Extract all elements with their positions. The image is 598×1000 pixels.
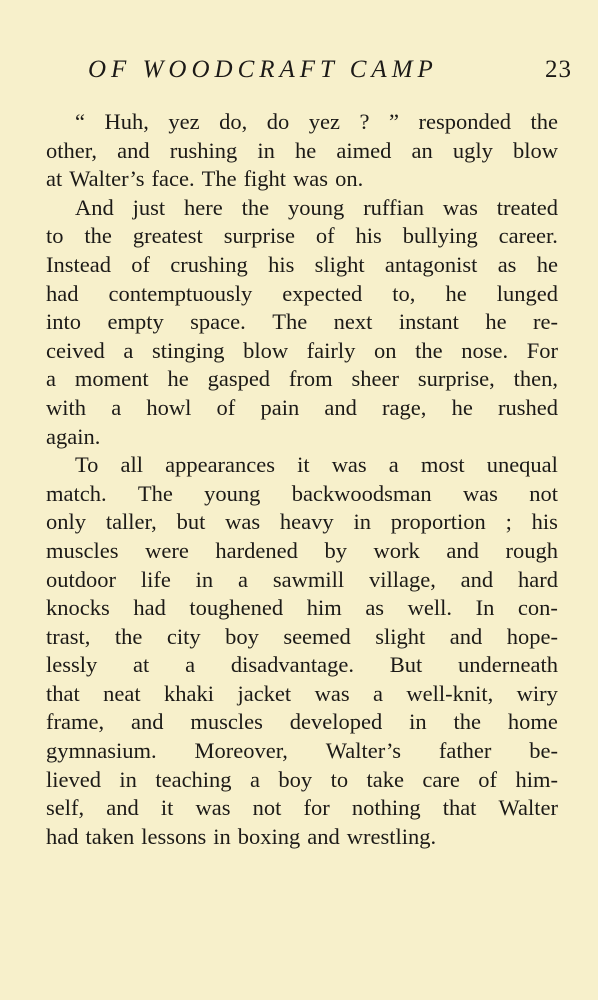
text-line: To all appearances it was a most unequal xyxy=(75,452,558,478)
body-text xyxy=(46,108,558,851)
text-line: had taken lessons in boxing and wrestling. xyxy=(46,823,437,849)
text-line: muscles were hardened by work and rough xyxy=(46,537,558,563)
running-title: OF WOODCRAFT CAMP xyxy=(88,56,438,83)
text-line: self, and it was not for nothing that Walter xyxy=(46,795,558,821)
text-line: into empty space. The next instant he re- xyxy=(46,309,558,335)
text-line: outdoor life in a sawmill village, and hard xyxy=(46,566,558,592)
text-line: other, and rushing in he aimed an ugly blow xyxy=(46,137,558,163)
text-line: had contemptuously expected to, he lunged xyxy=(46,280,558,306)
text-line: gymnasium. Moreover, Walter’s father be- xyxy=(46,738,558,764)
text-line: a moment he gasped from sheer surprise, then, xyxy=(46,366,558,392)
text-line: again. xyxy=(46,423,101,449)
text-line: at Walter’s face. The fight was on. xyxy=(46,166,364,192)
text-line: lieved in teaching a boy to take care of him- xyxy=(46,766,558,792)
text-line: that neat khaki jacket was a well-knit, wiry xyxy=(46,680,558,706)
text-line: knocks had toughened him as well. In con- xyxy=(46,595,558,621)
text-line: trast, the city boy seemed slight and hope- xyxy=(46,623,558,649)
text-line: frame, and muscles developed in the home xyxy=(46,709,558,735)
text-line: “ Huh, yez do, do yez ? ” responded the xyxy=(75,109,558,134)
text-line: match. The young backwoodsman was not xyxy=(46,480,558,506)
page-number: 23 xyxy=(545,56,572,83)
running-head xyxy=(88,56,572,96)
text-line: to the greatest surprise of his bullying career. xyxy=(46,223,558,249)
text-line: ceived a stinging blow fairly on the nose. For xyxy=(46,337,558,363)
text-line: lessly at a disadvantage. But underneath xyxy=(46,652,558,678)
text-line: And just here the young ruffian was treated xyxy=(75,194,558,220)
text-line: Instead of crushing his slight antagonist as he xyxy=(46,251,558,277)
text-line: with a howl of pain and rage, he rushed xyxy=(46,394,558,420)
text-line: only taller, but was heavy in proportion ; his xyxy=(46,509,558,535)
